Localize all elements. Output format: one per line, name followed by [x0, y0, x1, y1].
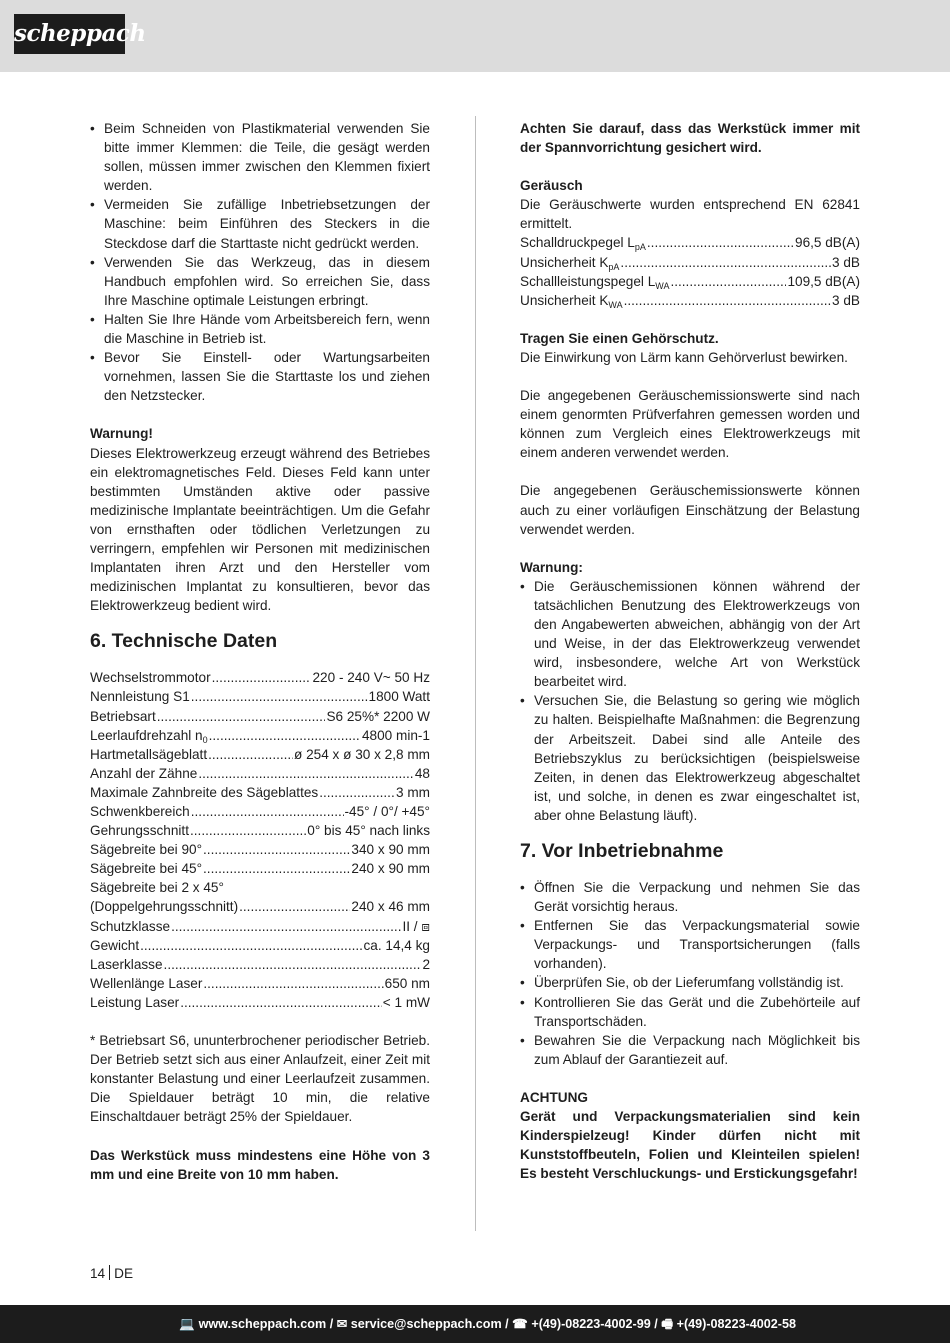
spec-label: Leistung Laser	[90, 994, 180, 1010]
spec-row	[90, 783, 430, 802]
spec-label: (Doppelgehrungsschnitt)	[90, 899, 239, 915]
spec-label: Laserklasse	[90, 956, 163, 972]
warning-heading: Warnung!	[90, 426, 153, 442]
spec-label: Maximale Zahnbreite des Sägeblattes	[90, 784, 319, 800]
page-header	[0, 0, 950, 72]
list-item: • Öffnen Sie die Verpackung und nehmen Sie das Gerät vorsichtig heraus.	[520, 878, 860, 916]
list-item: • Die Geräuschemissionen können während der tatsächlichen Benutzung des Elektrowerkzeugs von den Angabewerten abweichen, abhängig von der Art und Weise, in der das Elektrowerkzeug verwendet wird, insbesondere, welche Art von Werkstück bearbeitet wird.	[520, 577, 860, 692]
spec-row	[90, 726, 430, 745]
fax-icon: 🖷	[661, 1317, 674, 1331]
phone-number: +(49)-08223-4002-99 /	[531, 1317, 658, 1331]
spec-label: Nennleistung S1	[90, 689, 190, 705]
noise-row: Unsicherheit $K_{WA}$ ..... 3 dB	[520, 291, 860, 310]
spec-value: 650 nm	[384, 975, 430, 991]
spec-row	[90, 668, 430, 687]
page-number: 14 DE	[90, 1266, 134, 1281]
noise-heading: Geräusch	[520, 178, 583, 194]
spec-value: II / ⧈	[402, 918, 430, 934]
spec-label: Sägebreite bei 45°	[90, 861, 203, 877]
list-item: • Vermeiden Sie zufällige Inbetriebsetzungen der Maschine: beim Einführen des Steckers in die Steckdose darf die Starttaste nicht gedrückt werden.	[90, 195, 430, 252]
list-item: • Bevor Sie Einstell- oder Wartungsarbeiten vornehmen, lassen Sie die Starttaste los und ziehen den Netzstecker.	[90, 348, 430, 405]
section-6-title: 6. Technische Daten	[90, 630, 278, 653]
spec-value: 0° bis 45° nach links	[307, 823, 430, 839]
list-item: • Verwenden Sie das Werkzeug, das in diesem Handbuch empfohlen wird. So erreichen Sie, dass Ihre Maschine optimale Leistungen erbringt.	[90, 253, 430, 310]
spec-row	[90, 917, 430, 936]
noise-row: Schalldruckpegel $L_{pA}$ ..... 96,5 dB(A)	[520, 233, 860, 252]
spec-label: Betriebsart	[90, 708, 156, 724]
list-item: • Entfernen Sie das Verpackungsmaterial sowie Verpackungs- und Transportsicherungen (falls vorhanden).	[520, 916, 860, 973]
warning-text: Dieses Elektrowerkzeug erzeugt während des Betriebes ein elektromagnetisches Feld. Dieses Feld kann unter bestimmten Umständen aktive oder passive medizinische Implantate beeinträchtigen. Um die Gefahr von ernsthaften oder tödlichen Verletzungen zu verringern, empfehlen wir Personen mit medizinischen Implantaten ihren Arzt und den Hersteller vom medizinischen Implantat zu konsultieren, bevor das Elektrowerkzeug bedient wird.	[90, 445, 430, 614]
spec-value: 4800 min-1	[361, 727, 430, 743]
spec-value: S6 25%* 2200 W	[326, 708, 430, 724]
spec-row	[90, 859, 430, 878]
spec-label: Schutzklasse	[90, 918, 171, 934]
page-footer	[0, 1305, 950, 1343]
spec-value: ø 254 x ø 30 x 2,8 mm	[294, 746, 430, 762]
spec-value: ca. 14,4 kg	[363, 937, 430, 953]
mail-icon: ✉	[336, 1317, 348, 1331]
noise-row: Unsicherheit $K_{pA}$ ..... 3 dB	[520, 253, 860, 272]
spec-label: Hartmetallsägeblatt	[90, 746, 208, 762]
hearing-text: Die Einwirkung von Lärm kann Gehörverlust bewirken.	[520, 349, 848, 365]
spec-label: Wechselstrommotor	[90, 670, 211, 686]
caution-heading: ACHTUNG	[520, 1089, 588, 1105]
spec-row	[90, 993, 430, 1012]
clamp-note: Achten Sie darauf, dass das Werkstück immer mit der Spannvorrichtung gesichert wird.	[520, 121, 860, 156]
spec-label: Sägebreite bei 2 x 45°	[90, 880, 224, 896]
email-link[interactable]: service@scheppach.com /	[350, 1317, 509, 1331]
spec-row	[90, 955, 430, 974]
spec-row	[90, 687, 430, 706]
spec-value: -45° / 0°/ +45°	[344, 804, 430, 819]
website-link[interactable]: www.scheppach.com /	[198, 1317, 334, 1331]
spec-value: 3 mm	[396, 784, 430, 800]
footnote: * Betriebsart S6, ununterbrochener periodischer Betrieb. Der Betrieb setzt sich aus einer Anlaufzeit, einer Zeit mit konstanter Belastung und einer Leerlaufzeit zusammen. Die Spieldauer beträgt 10 min, die relative Einschaltdauer beträgt 25% der Spieldauer.	[90, 1033, 430, 1125]
right-column	[520, 119, 860, 1183]
spec-value: 240 x 90 mm	[351, 861, 430, 877]
list-item: • Überprüfen Sie, ob der Lieferumfang vollständig ist.	[520, 973, 860, 992]
spec-label: Schwenkbereich	[90, 804, 190, 819]
spec-value: 220 - 240 V~ 50 Hz	[312, 670, 430, 686]
spec-row	[90, 897, 430, 916]
spec-value: 48	[414, 765, 430, 781]
brand-logo: scheppach	[14, 14, 125, 54]
noise-warning-list	[520, 577, 860, 825]
noise-text: Die Geräuschwerte wurden entsprechend EN 62841 ermittelt.	[520, 197, 860, 232]
spec-value: 240 x 46 mm	[351, 899, 430, 915]
left-column	[90, 119, 430, 1184]
setup-list	[520, 878, 860, 1069]
list-item: • Halten Sie Ihre Hände vom Arbeitsbereich fern, wenn die Maschine in Betrieb ist.	[90, 310, 430, 348]
spec-row	[90, 821, 430, 840]
spec-row	[90, 936, 430, 955]
emission-paragraph-1: Die angegebenen Geräuschemissionswerte sind nach einem genormten Prüfverfahren gemessen worden und können zum Vergleich eines Elektrowerkzeugs mit einem anderen verwendet werden.	[520, 388, 860, 461]
emission-paragraph-2: Die angegebenen Geräuschemissionswerte können auch zu einer vorläufigen Einschätzung der Belastung verwendet werden.	[520, 483, 860, 537]
spec-label: Sägebreite bei 90°	[90, 842, 203, 858]
spec-row	[90, 878, 430, 897]
spec-row	[90, 707, 430, 726]
spec-value: 340 x 90 mm	[351, 842, 430, 858]
computer-icon: 💻	[179, 1317, 196, 1331]
spec-label: Leerlaufdrehzahl $n_0$	[90, 727, 208, 745]
spec-value: < 1 mW	[382, 994, 430, 1010]
caution-text: Gerät und Verpackungsmaterialien sind kein Kinderspielzeug! Kinder dürfen nicht mit Kunststoffbeuteln, Folien und Kleinteilen spielen! Es besteht Verschluckungs- und Erstickungsgefahr!	[520, 1109, 860, 1182]
spec-label: Gewicht	[90, 937, 140, 953]
spec-row	[90, 802, 430, 821]
list-item: • Beim Schneiden von Plastikmaterial verwenden Sie bitte immer Klemmen: die Teile, die gesägt werden sollen, müssen immer zwischen den Klemmen fixiert werden.	[90, 119, 430, 195]
spec-table	[90, 668, 430, 1012]
phone-icon: ☎	[512, 1317, 528, 1331]
spec-row	[90, 974, 430, 993]
noise-values	[520, 233, 860, 309]
section-7-title: 7. Vor Inbetriebnahme	[520, 840, 724, 862]
spec-value: 2	[422, 956, 430, 972]
spec-label: Gehrungsschnitt	[90, 823, 189, 839]
fax-number: +(49)-08223-4002-58	[676, 1317, 796, 1331]
noise-row: Schallleistungspegel $L_{WA}$ ..... 109,5 dB(A)	[520, 272, 860, 291]
list-item: • Kontrollieren Sie das Gerät und die Zubehörteile auf Transportschäden.	[520, 993, 860, 1031]
spec-row	[90, 840, 430, 859]
spec-label: Anzahl der Zähne	[90, 765, 198, 781]
noise-warning-heading: Warnung:	[520, 559, 583, 575]
spec-label: Wellenlänge Laser	[90, 975, 203, 991]
spec-row	[90, 745, 430, 764]
workpiece-note: Das Werkstück muss mindestens eine Höhe von 3 mm und eine Breite von 10 mm haben.	[90, 1147, 430, 1182]
list-item: • Versuchen Sie, die Belastung so gering wie möglich zu halten. Beispielhafte Maßnahmen: die Begrenzung der Arbeitszeit. Dabei sind alle Anteile des Betriebszyklus zu berücksichtigen (beispielsweise Zeiten, in denen das Elektrowerkzeug abgeschaltet ist, und solche, in denen es zwar eingeschaltet ist, aber ohne Belastung läuft).	[520, 691, 860, 825]
spec-row	[90, 764, 430, 783]
hearing-heading: Tragen Sie einen Gehörschutz.	[520, 330, 719, 346]
safety-bullet-list	[90, 119, 430, 405]
list-item: • Bewahren Sie die Verpackung nach Möglichkeit bis zum Ablauf der Garantiezeit auf.	[520, 1031, 860, 1069]
spec-value: 1800 Watt	[368, 689, 430, 705]
column-divider	[475, 116, 476, 1231]
